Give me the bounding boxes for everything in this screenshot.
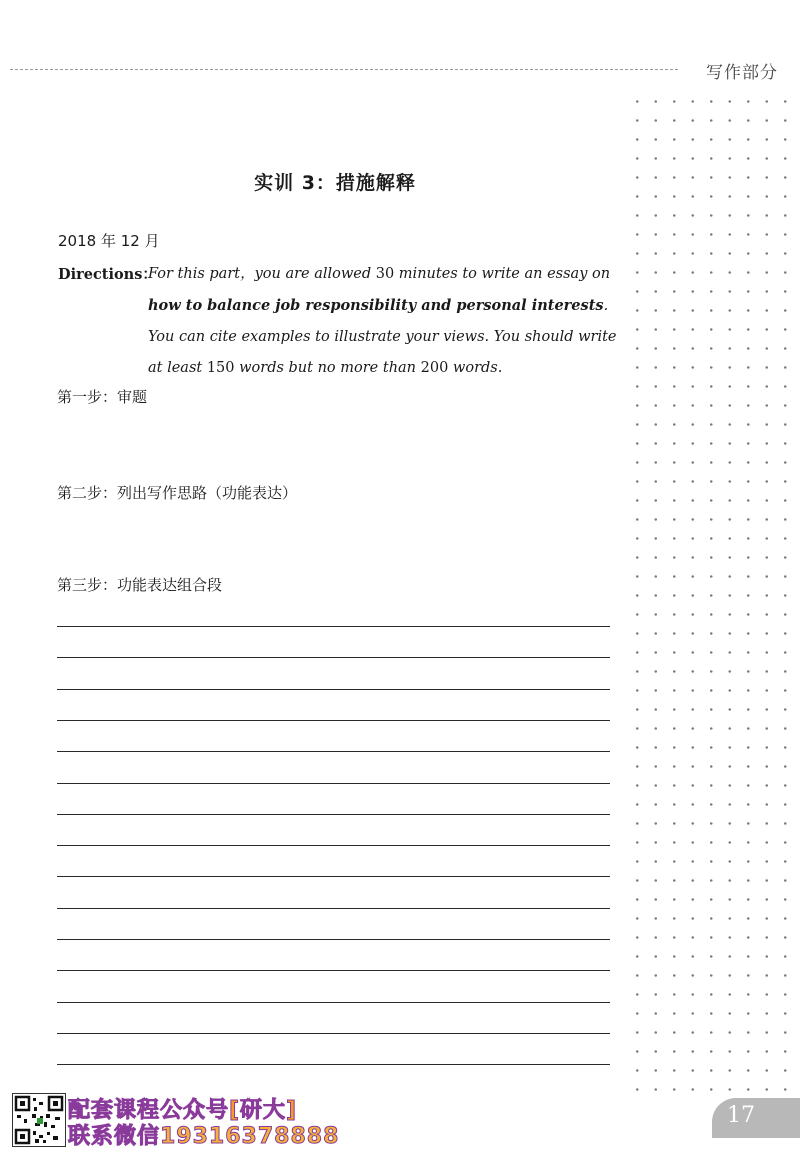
directions-text-part: words but no more than — [234, 360, 421, 376]
directions-max-words: 200 — [420, 360, 449, 376]
directions-topic: how to balance job responsibility and personal interests — [148, 297, 604, 314]
page-number-tab — [712, 1098, 800, 1138]
writing-line — [57, 1064, 610, 1065]
directions-text-part: For this part，you are allowed — [148, 266, 376, 282]
writing-line — [57, 845, 610, 846]
directions-text-part: minutes to write an essay on — [394, 266, 611, 282]
directions-min-words: 150 — [206, 360, 235, 376]
writing-line — [57, 657, 610, 658]
directions-text — [148, 259, 618, 384]
directions-text-part: . You can cite examples to illustrate your views. You should write at least — [148, 298, 617, 376]
page-number: 17 — [727, 1103, 755, 1128]
directions-minutes: 30 — [375, 266, 395, 282]
directions-label: Directions： — [58, 266, 157, 283]
directions-text-part: words. — [448, 360, 503, 376]
writing-line — [57, 908, 610, 909]
exam-date: 2018 年 12 月 — [58, 232, 160, 250]
page-title: 实训 3：措施解释 — [254, 172, 416, 194]
qr-code-icon — [12, 1093, 66, 1147]
writing-line — [57, 626, 610, 627]
writing-line — [57, 720, 610, 721]
brand-contact-line: 联系微信19316378888 — [68, 1124, 340, 1149]
writing-line — [57, 814, 610, 815]
writing-line — [57, 689, 610, 690]
writing-line — [57, 1033, 610, 1034]
directions-block — [58, 259, 618, 384]
writing-line — [57, 783, 610, 784]
step-1-label: 第一步：审题 — [57, 388, 148, 406]
header-section-label: 写作部分 — [706, 63, 778, 83]
step-3-label: 第三步：功能表达组合段 — [57, 576, 223, 594]
writing-line — [57, 751, 610, 752]
step-2-label: 第二步：列出写作思路（功能表达） — [57, 484, 298, 502]
dot-grid-margin — [628, 92, 800, 1092]
writing-line — [57, 1002, 610, 1003]
writing-line — [57, 970, 610, 971]
brand-course-line: 配套课程公众号[研大] — [68, 1098, 298, 1123]
writing-line — [57, 939, 610, 940]
header-rule — [10, 69, 678, 70]
writing-line — [57, 876, 610, 877]
